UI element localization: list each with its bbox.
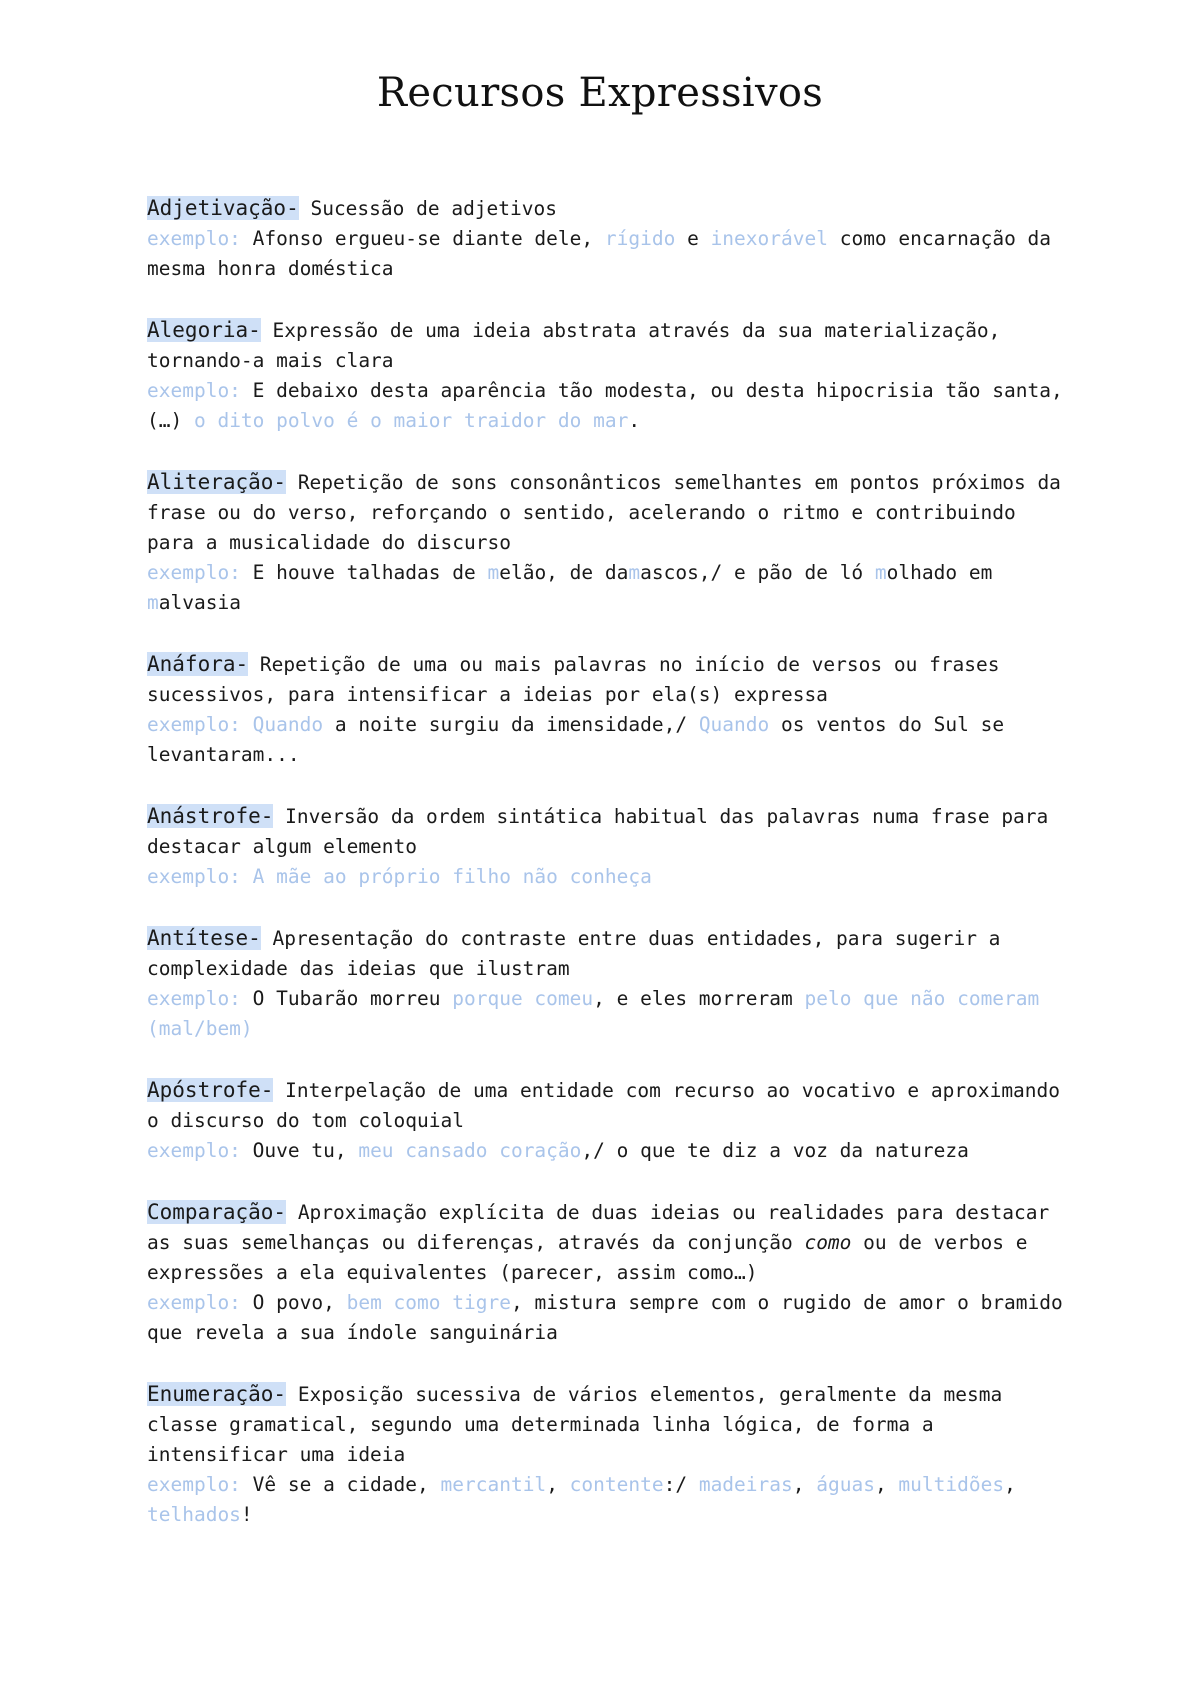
entry-example-line bbox=[147, 376, 1067, 436]
example-highlight: m bbox=[628, 561, 641, 584]
entry-example-line bbox=[147, 1136, 1067, 1166]
example-text: E houve talhadas de bbox=[240, 561, 488, 584]
example-text: E debaixo desta aparência tão modesta, ou desta hipocrisia tão santa, (…) bbox=[147, 379, 1063, 432]
example-text: e bbox=[675, 227, 711, 250]
example-text: , bbox=[546, 1473, 570, 1496]
entry-term: Anáfora- bbox=[147, 652, 249, 676]
entry bbox=[147, 1379, 1067, 1530]
example-text: ascos,/ e pão de ló bbox=[640, 561, 875, 584]
entry-example-line bbox=[147, 984, 1067, 1044]
example-highlight: águas bbox=[816, 1473, 875, 1496]
example-highlight: m bbox=[147, 591, 159, 614]
example-highlight: bem como tigre bbox=[346, 1291, 511, 1314]
example-text: . bbox=[628, 409, 641, 432]
entry-term: Adjetivação- bbox=[147, 196, 299, 220]
entry-definition: Sucessão de adjetivos bbox=[298, 197, 557, 220]
entry-definition-line bbox=[147, 1197, 1067, 1288]
example-highlight: meu cansado coração bbox=[358, 1139, 582, 1162]
entry-term: Anástrofe- bbox=[147, 804, 274, 828]
entry-definition: Expressão de uma ideia abstrata através da sua materialização, tornando-a mais clara bbox=[147, 319, 1001, 372]
example-text: ,/ o que te diz a voz da natureza bbox=[581, 1139, 969, 1162]
example-highlight: madeiras bbox=[698, 1473, 793, 1496]
example-highlight: mercantil bbox=[440, 1473, 547, 1496]
entry-definition: Exposição sucessiva de vários elementos, geralmente da mesma classe gramatical, segundo uma determinada linha lógica, de forma a intensificar uma ideia bbox=[147, 1383, 1003, 1466]
entry-definition-line bbox=[147, 1075, 1067, 1136]
example-label: exemplo: bbox=[147, 1139, 241, 1162]
entry-definition-line bbox=[147, 923, 1067, 984]
entry-definition: Apresentação do contraste entre duas entidades, para sugerir a complexidade das ideias que ilustram bbox=[147, 927, 1001, 980]
entry-definition: Repetição de uma ou mais palavras no início de versos ou frases sucessivos, para intensificar a ideias por ela(s) expressa bbox=[147, 653, 1000, 706]
example-text: O povo, bbox=[240, 1291, 347, 1314]
entry-example-line bbox=[147, 1470, 1067, 1530]
example-label: exemplo: bbox=[147, 379, 241, 402]
entry-definition-part: Aproximação explícita de duas ideias ou realidades para destacar as suas semelhanças ou diferenças, através da conjunção bbox=[147, 1201, 1050, 1254]
entry-example-line bbox=[147, 862, 1067, 892]
entry bbox=[147, 315, 1067, 436]
entry-definition-line bbox=[147, 193, 1067, 224]
entry-definition: Inversão da ordem sintática habitual das palavras numa frase para destacar algum elemento bbox=[147, 805, 1049, 858]
example-highlight: pelo que não comeram (mal/bem) bbox=[147, 987, 1040, 1040]
example-text: Vê se a cidade, bbox=[240, 1473, 441, 1496]
example-highlight: multidões bbox=[898, 1473, 1005, 1496]
entry-definition-part: ou de verbos e expressões a ela equivalentes (parecer, assim como…) bbox=[147, 1231, 1028, 1284]
example-text: , bbox=[1004, 1473, 1016, 1496]
entry-term: Comparação- bbox=[147, 1200, 287, 1224]
example-label: exemplo: bbox=[147, 227, 241, 250]
entry-definition: Repetição de sons consonânticos semelhantes em pontos próximos da frase ou do verso, reforçando o sentido, acelerando o ritmo e contribuindo para a musicalidade do discurso bbox=[147, 471, 1061, 554]
example-text: ! bbox=[240, 1503, 253, 1526]
entry bbox=[147, 801, 1067, 892]
example-text: :/ bbox=[663, 1473, 699, 1496]
page-title: Recursos Expressivos bbox=[376, 70, 824, 116]
example-label: exemplo: bbox=[147, 561, 241, 584]
example-label: exemplo: bbox=[147, 1291, 241, 1314]
entry-term: Aliteração- bbox=[147, 470, 287, 494]
entry-example-line bbox=[147, 558, 1067, 618]
entry-term: Enumeração- bbox=[147, 1382, 287, 1406]
entry-definition-line bbox=[147, 315, 1067, 376]
example-highlight: porque comeu bbox=[452, 987, 594, 1010]
entry bbox=[147, 193, 1067, 284]
definition-italic-word: como bbox=[804, 1231, 852, 1254]
example-text bbox=[241, 713, 253, 736]
example-text: os ventos do Sul se levantaram... bbox=[147, 713, 1005, 766]
example-text: , mistura sempre com o rugido de amor o bramido que revela a sua índole sanguinária bbox=[147, 1291, 1063, 1344]
example-highlight: Quando bbox=[698, 713, 770, 736]
entry bbox=[147, 923, 1067, 1044]
example-highlight: m bbox=[487, 561, 500, 584]
entry-term: Antítese- bbox=[147, 926, 261, 950]
example-highlight: contente bbox=[569, 1473, 664, 1496]
entry-definition-line bbox=[147, 467, 1067, 558]
entry-definition: Interpelação de uma entidade com recurso ao vocativo e aproximando o discurso do tom coloquial bbox=[147, 1079, 1061, 1132]
example-text: olhado em bbox=[886, 561, 993, 584]
entry-example-line bbox=[147, 224, 1067, 284]
example-text: , e eles morreram bbox=[593, 987, 805, 1010]
entry bbox=[147, 1075, 1067, 1166]
entry-example-line bbox=[147, 710, 1067, 770]
entry-example-line bbox=[147, 1288, 1067, 1348]
example-highlight: telhados bbox=[147, 1503, 241, 1526]
example-text: Afonso ergueu-se diante dele, bbox=[240, 227, 605, 250]
entry-definition-line bbox=[147, 1379, 1067, 1470]
example-label: exemplo: bbox=[147, 1473, 241, 1496]
entry bbox=[147, 467, 1067, 618]
entry-definition-line bbox=[147, 649, 1067, 710]
example-text: elão, de da bbox=[499, 561, 629, 584]
example-label: exemplo: bbox=[147, 987, 241, 1010]
entry bbox=[147, 649, 1067, 770]
example-text: , bbox=[874, 1473, 899, 1496]
example-highlight: Quando bbox=[252, 713, 324, 736]
example-text: O Tubarão morreu bbox=[240, 987, 453, 1010]
entries-list bbox=[147, 193, 1067, 1561]
example-text: , bbox=[792, 1473, 817, 1496]
example-text: Ouve tu, bbox=[240, 1139, 359, 1162]
entry-definition-line bbox=[147, 801, 1067, 862]
entry-term: Alegoria- bbox=[147, 318, 261, 342]
example-text: alvasia bbox=[158, 591, 241, 614]
entry bbox=[147, 1197, 1067, 1348]
example-highlight: inexorável bbox=[710, 227, 828, 250]
example-highlight: m bbox=[874, 561, 887, 584]
example-text: a noite surgiu da imensidade,/ bbox=[323, 713, 699, 736]
example-highlight: o dito polvo é o maior traidor do mar bbox=[193, 409, 629, 432]
example-label: exemplo: bbox=[147, 865, 241, 888]
example-label: exemplo: bbox=[147, 713, 241, 736]
example-text: como encarnação da mesma honra doméstica bbox=[147, 227, 1052, 280]
example-highlight: rígido bbox=[604, 227, 676, 250]
entry-term: Apóstrofe- bbox=[147, 1078, 274, 1102]
example-highlight: A mãe ao próprio filho não conheça bbox=[240, 865, 652, 888]
